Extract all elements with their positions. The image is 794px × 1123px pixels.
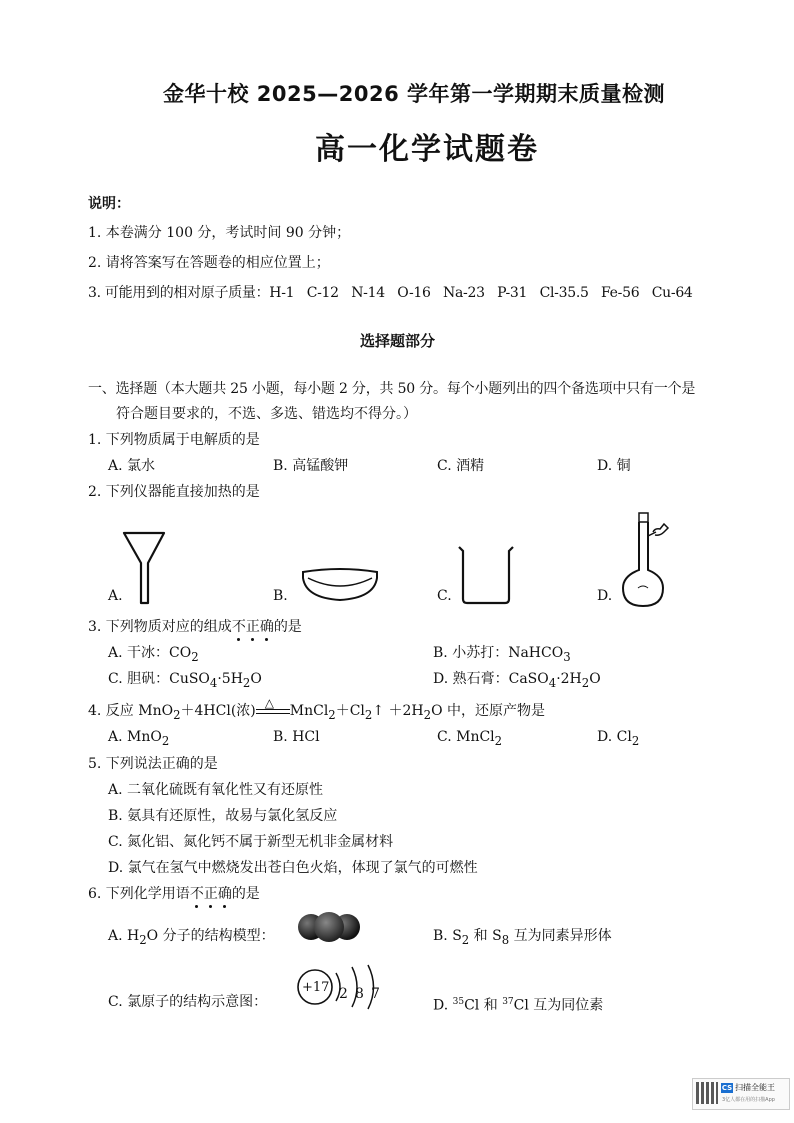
q3-option-b [433, 644, 571, 666]
q6-d-rest: Cl 互为同位素 [513, 997, 604, 1014]
q3-option-d [433, 670, 601, 692]
q6-d-text: D. [433, 997, 453, 1014]
subscript: 2 [581, 675, 590, 690]
subscript: 2 [161, 733, 170, 748]
exam-subtitle: 高一化学试题卷 [315, 132, 539, 167]
q5-option-a: A. 二氧化硫既有氧化性又有还原性 [108, 782, 324, 798]
q3-d-rest: O [589, 671, 601, 687]
subscript: 2 [461, 932, 470, 947]
q6-option-a [108, 927, 275, 949]
q3-stem-post: 的是 [273, 619, 302, 635]
nucleus-charge: +17 [302, 980, 330, 995]
q6-stem [88, 885, 260, 903]
q4-text: ＋Cl [335, 703, 365, 719]
q4-a-text: A. MnO [108, 729, 162, 745]
subscript: 2 [173, 707, 181, 722]
watermark-name: 扫描全能王 [735, 1083, 775, 1092]
q3-stem-pre: 3. 下列物质对应的组成 [88, 619, 232, 635]
water-molecule-model-image [297, 910, 361, 944]
atom-structure-diagram [296, 965, 386, 1015]
q4-text: MnCl [289, 703, 329, 719]
q4-b-text: B. HCl [273, 729, 320, 745]
funnel-image [120, 530, 170, 605]
heat-condition [256, 696, 290, 718]
q3-option-c [108, 670, 262, 692]
q6-d-mid: Cl 和 [464, 997, 503, 1014]
q4-text: 4. 反应 MnO [88, 703, 174, 719]
notes-heading: 说明： [88, 196, 130, 212]
subscript: 2 [494, 733, 503, 748]
subscript: 2 [191, 649, 199, 664]
volumetric-flask-image [620, 510, 680, 608]
q1-option-a: A. 氯水 [108, 458, 156, 474]
q2-stem: 2. 下列仪器能直接加热的是 [88, 484, 260, 500]
part1-instructions-cont: 符合题目要求的，不选、多选、错选均不得分。） [116, 406, 417, 422]
cs-badge: CS [721, 1084, 733, 1092]
q2-option-d: D. [597, 588, 613, 604]
q3-a-text: A. 干冰：CO [108, 645, 192, 661]
subscript: 4 [548, 675, 557, 690]
q4-option-b [273, 728, 320, 750]
q6-stem-post: 的是 [231, 886, 260, 902]
q6-b-text: B. S [433, 928, 462, 944]
q2-option-b: B. [273, 588, 288, 604]
q6-stem-pre: 6. 下列化学用语 [88, 886, 190, 902]
emphasis-char: 确 [217, 886, 232, 902]
q4-text: ＋4HCl(浓) [180, 703, 256, 719]
subscript: 8 [501, 932, 510, 947]
q4-stem [88, 696, 545, 724]
emphasis-char: 确 [259, 619, 274, 635]
q4-c-text: C. MnCl [437, 729, 495, 745]
emphasis-char: 正 [203, 886, 218, 902]
q6-a-text: A. H [108, 928, 140, 944]
qr-code-icon [696, 1082, 718, 1104]
q3-b-text: B. 小苏打：NaHCO [433, 645, 564, 661]
superscript: 35 [452, 997, 465, 1007]
subscript: 2 [631, 733, 640, 748]
q3-stem [88, 618, 302, 636]
note-item: 1. 本卷满分 100 分，考试时间 90 分钟； [88, 225, 351, 241]
q3-d-text: D. 熟石膏：CaSO [433, 671, 549, 687]
q6-option-d [433, 993, 603, 1015]
shell-electrons: 2 [339, 986, 348, 1002]
q3-c-mid: ·5H [217, 671, 243, 687]
q3-c-rest: O [250, 671, 262, 687]
q4-option-c [437, 728, 502, 750]
watermark-slogan: 3亿人都在用的扫描App [722, 1097, 775, 1103]
equals-line [256, 713, 290, 714]
note-item: 3. 可能用到的相对原子质量：H-1 C-12 N-14 O-16 Na-23 P-31 Cl-35.5 Fe-56 Cu-64 [88, 285, 693, 301]
exam-title: 金华十校 2025—2026 学年第一学期期末质量检测 [163, 82, 666, 106]
subscript: 2 [328, 707, 336, 722]
beaker-image [455, 545, 517, 605]
q3-c-text: C. 胆矾：CuSO [108, 671, 210, 687]
q5-option-c: C. 氮化铝、氮化钙不属于新型无机非金属材料 [108, 834, 394, 850]
section-title: 选择题部分 [360, 332, 436, 350]
part1-instructions: 一、选择题（本大题共 25 小题，每小题 2 分，共 50 分。每个小题列出的四个备选项中只有一个是 [88, 381, 696, 397]
q4-text: ↑ ＋2H [372, 703, 424, 719]
subscript: 2 [242, 675, 251, 690]
equals-line [256, 709, 290, 710]
q3-option-a [108, 644, 199, 666]
shell-electrons: 8 [355, 986, 364, 1002]
q6-b-mid: 和 S [469, 928, 502, 944]
subscript: 3 [563, 649, 571, 664]
subscript: 2 [364, 707, 373, 722]
subscript: 2 [139, 932, 147, 947]
q1-option-c: C. 酒精 [437, 458, 485, 474]
q4-option-d [597, 728, 639, 750]
q1-option-d: D. 铜 [597, 458, 631, 474]
q1-option-b: B. 高锰酸钾 [273, 458, 349, 474]
evaporating-dish-image [300, 568, 380, 602]
q6-option-b [433, 927, 612, 949]
emphasis-char: 不 [189, 886, 204, 902]
q5-option-b: B. 氨具有还原性，故易与氯化氢反应 [108, 808, 338, 824]
q4-d-text: D. Cl [597, 729, 632, 745]
scanner-watermark [692, 1078, 790, 1110]
emphasis-char: 不 [231, 619, 246, 635]
q6-option-c: C. 氯原子的结构示意图： [108, 994, 268, 1010]
shell-electrons: 7 [371, 986, 380, 1002]
q4-option-a [108, 728, 169, 750]
emphasis-char: 正 [245, 619, 260, 635]
subscript: 4 [209, 675, 218, 690]
q5-stem: 5. 下列说法正确的是 [88, 756, 218, 772]
q3-d-mid: ·2H [556, 671, 582, 687]
q6-b-rest: 互为同素异形体 [509, 928, 612, 944]
q2-option-a: A. [108, 588, 123, 604]
q6-a-rest: O 分子的结构模型： [146, 928, 275, 944]
superscript: 37 [502, 997, 514, 1007]
heat-symbol: △ [264, 696, 274, 710]
subscript: 2 [423, 707, 432, 722]
q4-text: O 中，还原产物是 [431, 703, 545, 719]
note-item: 2. 请将答案写在答题卷的相应位置上； [88, 255, 330, 271]
q1-stem: 1. 下列物质属于电解质的是 [88, 432, 260, 448]
q2-option-c: C. [437, 588, 452, 604]
q5-option-d: D. 氯气在氢气中燃烧发出苍白色火焰，体现了氯气的可燃性 [108, 860, 478, 876]
